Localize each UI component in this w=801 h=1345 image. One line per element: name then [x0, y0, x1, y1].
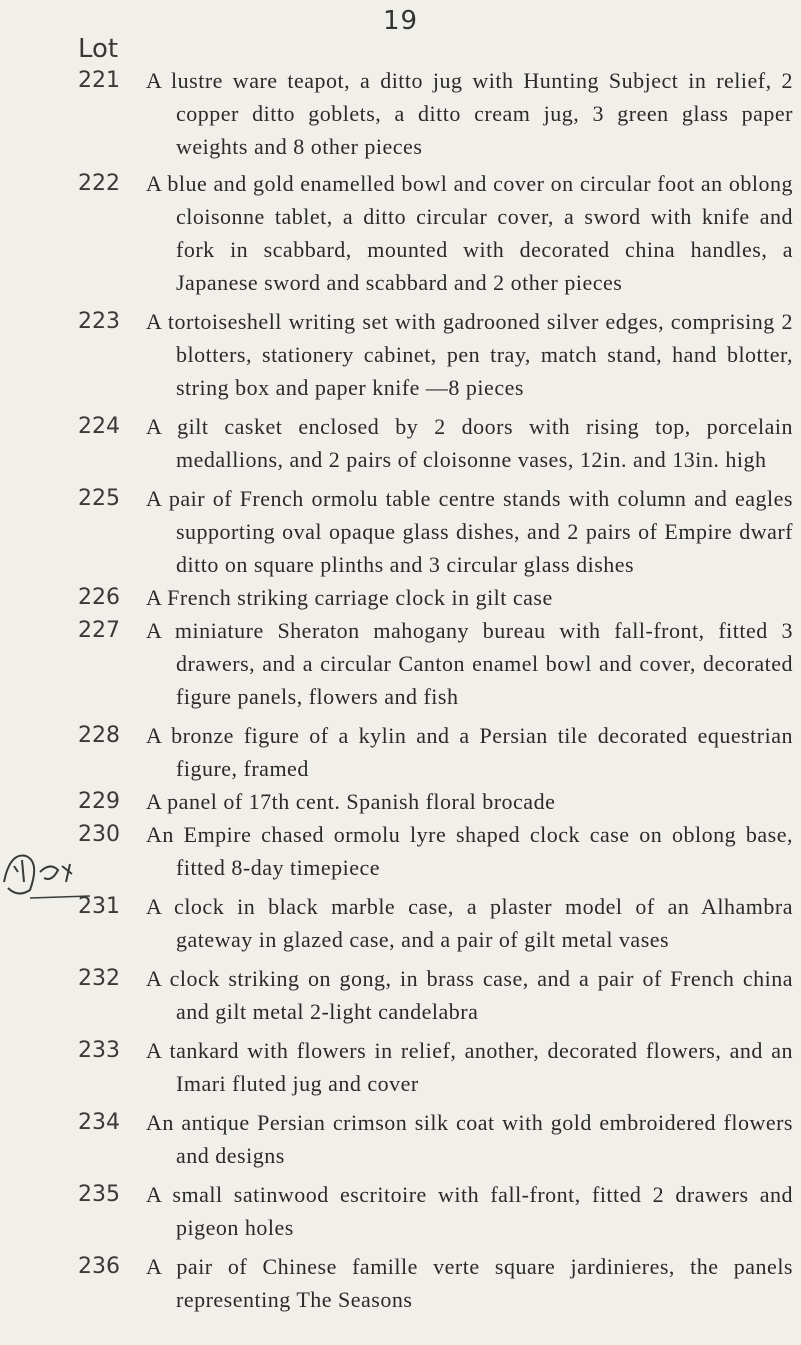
- lot-description: A small satinwood escritoire with fall-front, fitted 2 drawers and pigeon holes: [146, 1182, 793, 1240]
- lot-description: A clock in black marble case, a plaster model of an Alhambra gateway in glazed case, and a pair of gilt metal vases: [146, 894, 793, 952]
- lot-entry: [78, 1178, 793, 1244]
- lot-column-heading: Lot: [78, 34, 119, 64]
- lot-entry: [78, 305, 793, 404]
- page-number: 19: [382, 6, 419, 36]
- lot-list: [78, 64, 793, 1316]
- lot-number: 227: [78, 618, 120, 643]
- lot-number: 228: [78, 723, 120, 748]
- lot-number: 225: [78, 486, 120, 511]
- lot-entry: [78, 482, 793, 581]
- lot-number: 232: [78, 966, 120, 991]
- lot-number: 235: [78, 1182, 120, 1207]
- lot-number: 229: [78, 789, 120, 814]
- lot-entry: [78, 818, 793, 884]
- lot-entry: [78, 1250, 793, 1316]
- lot-description: A lustre ware teapot, a ditto jug with Hunting Subject in relief, 2 copper ditto goblets, a ditto cream jug, 3 green glass paper weights and 8 other pieces: [146, 68, 793, 159]
- lot-entry: [78, 890, 793, 956]
- lot-number: 222: [78, 171, 120, 196]
- lot-entry: [78, 962, 793, 1028]
- lot-description: A tankard with flowers in relief, another, decorated flowers, and an Imari fluted jug and cover: [146, 1038, 793, 1096]
- lot-entry: [78, 1106, 793, 1172]
- lot-description: A tortoiseshell writing set with gadrooned silver edges, comprising 2 blotters, stationery cabinet, pen tray, match stand, hand blotter, string box and paper knife —8 pieces: [146, 309, 793, 400]
- lot-description: A French striking carriage clock in gilt case: [146, 585, 553, 610]
- lot-description: A blue and gold enamelled bowl and cover on circular foot an oblong cloisonne tablet, a ditto circular cover, a sword with knife and fork in scabbard, mounted with decorated china handles, a Japanese sword and scabbard and 2 other pieces: [146, 171, 793, 295]
- lot-description: An Empire chased ormolu lyre shaped clock case on oblong base, fitted 8-day timepiece: [146, 822, 793, 880]
- lot-number: 234: [78, 1110, 120, 1135]
- lot-entry: [78, 410, 793, 476]
- lot-number: 221: [78, 68, 120, 93]
- lot-description: A gilt casket enclosed by 2 doors with rising top, porcelain medallions, and 2 pairs of cloisonne vases, 12in. and 13in. high: [146, 414, 793, 472]
- lot-entry: [78, 167, 793, 299]
- lot-number: 233: [78, 1038, 120, 1063]
- lot-description: A pair of French ormolu table centre stands with column and eagles supporting oval opaque glass dishes, and 2 pairs of Empire dwarf ditto on square plinths and 3 circular glass dishes: [146, 486, 793, 577]
- lot-number: 226: [78, 585, 120, 610]
- lot-entry: [78, 1034, 793, 1100]
- lot-entry: [78, 614, 793, 713]
- lot-entry: [78, 581, 793, 614]
- lot-number: 223: [78, 309, 120, 334]
- lot-entry: [78, 64, 793, 163]
- lot-description: A miniature Sheraton mahogany bureau with fall-front, fitted 3 drawers, and a circular Canton enamel bowl and cover, decorated figure panels, flowers and fish: [146, 618, 793, 709]
- lot-description: A panel of 17th cent. Spanish floral brocade: [146, 789, 556, 814]
- lot-number: 231: [78, 894, 120, 919]
- lot-description: A clock striking on gong, in brass case, and a pair of French china and gilt metal 2-light candelabra: [146, 966, 793, 1024]
- lot-entry: [78, 785, 793, 818]
- lot-description: A bronze figure of a kylin and a Persian tile decorated equestrian figure, framed: [146, 723, 793, 781]
- lot-entry: [78, 719, 793, 785]
- lot-number: 224: [78, 414, 120, 439]
- lot-number: 230: [78, 822, 120, 847]
- lot-number: 236: [78, 1254, 120, 1279]
- lot-description: An antique Persian crimson silk coat with gold embroidered flowers and designs: [146, 1110, 793, 1168]
- lot-description: A pair of Chinese famille verte square jardinieres, the panels representing The Seasons: [146, 1254, 793, 1312]
